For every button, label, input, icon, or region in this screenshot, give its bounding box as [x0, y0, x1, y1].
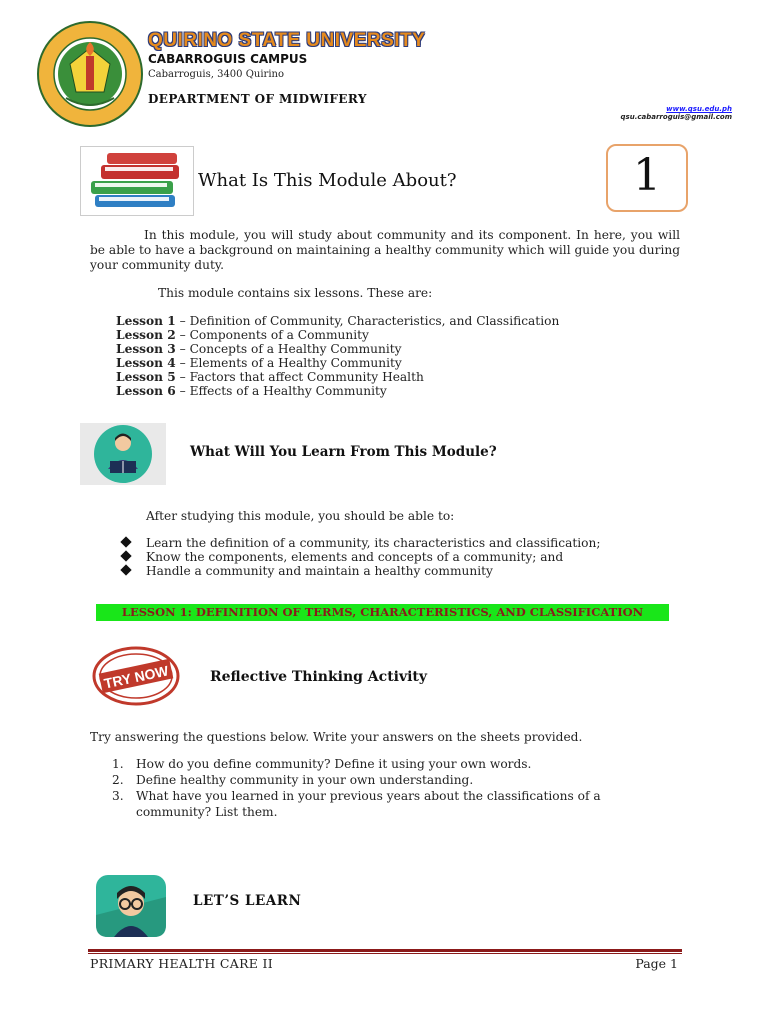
stamp-text: TRY NOW — [102, 662, 170, 692]
list-item — [120, 536, 600, 550]
module-about-heading: What Is This Module About? — [198, 170, 457, 191]
objective-text: Know the components, elements and concepts of a community; and — [146, 550, 564, 564]
learn-heading: What Will You Learn From This Module? — [190, 444, 497, 460]
list-item — [112, 788, 601, 804]
lesson-title: – Effects of a Healthy Community — [175, 384, 387, 398]
list-item — [116, 370, 559, 384]
lesson-label: Lesson 5 — [116, 370, 176, 384]
list-item — [116, 356, 559, 370]
lessons-intro: This module contains six lessons. These are: — [158, 286, 433, 300]
objective-list — [120, 536, 600, 578]
university-name: QUIRINO STATE UNIVERSITY — [148, 30, 426, 51]
lesson-title: – Factors that affect Community Health — [175, 370, 424, 384]
diamond-bullet-icon — [120, 564, 131, 575]
try-now-stamp-icon — [90, 644, 182, 708]
question-list — [112, 756, 601, 820]
footer-divider — [88, 949, 682, 952]
question-number: 3. — [112, 789, 124, 803]
website-link[interactable]: www.qsu.edu.ph — [666, 105, 732, 113]
lesson-label: Lesson 6 — [116, 384, 176, 398]
lesson-label: Lesson 4 — [116, 356, 176, 370]
campus-address: Cabarroguis, 3400 Quirino — [148, 69, 284, 80]
lesson-label: Lesson 2 — [116, 328, 176, 342]
lesson-label: Lesson 1 — [116, 314, 176, 328]
list-item — [116, 328, 559, 342]
objective-text: Handle a community and maintain a healthy community — [146, 564, 493, 578]
teacher-icon — [96, 875, 166, 937]
list-item — [116, 342, 559, 356]
list-item — [112, 756, 601, 772]
footer-page-number: Page 1 — [635, 956, 678, 971]
question-text: What have you learned in your previous years about the classifications of a — [136, 789, 601, 803]
question-number: 1. — [112, 757, 124, 771]
lesson-title: – Definition of Community, Characteristics, and Classification — [175, 314, 560, 328]
list-item — [120, 564, 600, 578]
contact-email: qsu.cabarroguis@gmail.com — [620, 113, 732, 121]
question-text: How do you define community? Define it using your own words. — [136, 757, 532, 771]
books-icon — [80, 146, 194, 216]
campus-name: CABARROGUIS CAMPUS — [148, 52, 308, 66]
objective-text: Learn the definition of a community, its characteristics and classification; — [146, 536, 601, 550]
question-text: Define healthy community in your own understanding. — [136, 773, 474, 787]
lesson-label: Lesson 3 — [116, 342, 176, 356]
lesson-title: – Components of a Community — [175, 328, 369, 342]
module-intro-paragraph — [90, 228, 680, 273]
lesson-list — [116, 314, 559, 398]
activity-heading: Reflective Thinking Activity — [210, 669, 428, 685]
footer-course-title: PRIMARY HEALTH CARE II — [90, 956, 273, 971]
lesson-title: – Elements of a Healthy Community — [175, 356, 402, 370]
activity-instructions: Try answering the questions below. Write your answers on the sheets provided. — [90, 730, 583, 744]
lesson1-banner: LESSON 1: DEFINITION OF TERMS, CHARACTERISTICS, AND CLASSIFICATION — [96, 604, 669, 621]
list-item — [120, 550, 600, 564]
list-item — [116, 384, 559, 398]
footer-divider-thin — [88, 953, 682, 954]
objectives-intro: After studying this module, you should be able to: — [146, 509, 455, 523]
reading-student-icon — [80, 423, 166, 485]
module-number: 1 — [633, 150, 661, 201]
department-name: DEPARTMENT OF MIDWIFERY — [148, 92, 367, 106]
list-item — [112, 772, 601, 788]
diamond-bullet-icon — [120, 550, 131, 561]
diamond-bullet-icon — [120, 536, 131, 547]
module-intro-text: In this module, you will study about community and its component. In here, you will be able to have a background on maintaining a healthy community which will guide you during your community duty. — [90, 228, 680, 272]
lets-learn-heading: LET’S LEARN — [193, 893, 302, 909]
question-text-continued: community? List them. — [136, 805, 278, 819]
lesson-title: – Concepts of a Healthy Community — [175, 342, 402, 356]
question-number: 2. — [112, 773, 124, 787]
university-seal-logo — [36, 20, 144, 128]
list-item — [116, 314, 559, 328]
